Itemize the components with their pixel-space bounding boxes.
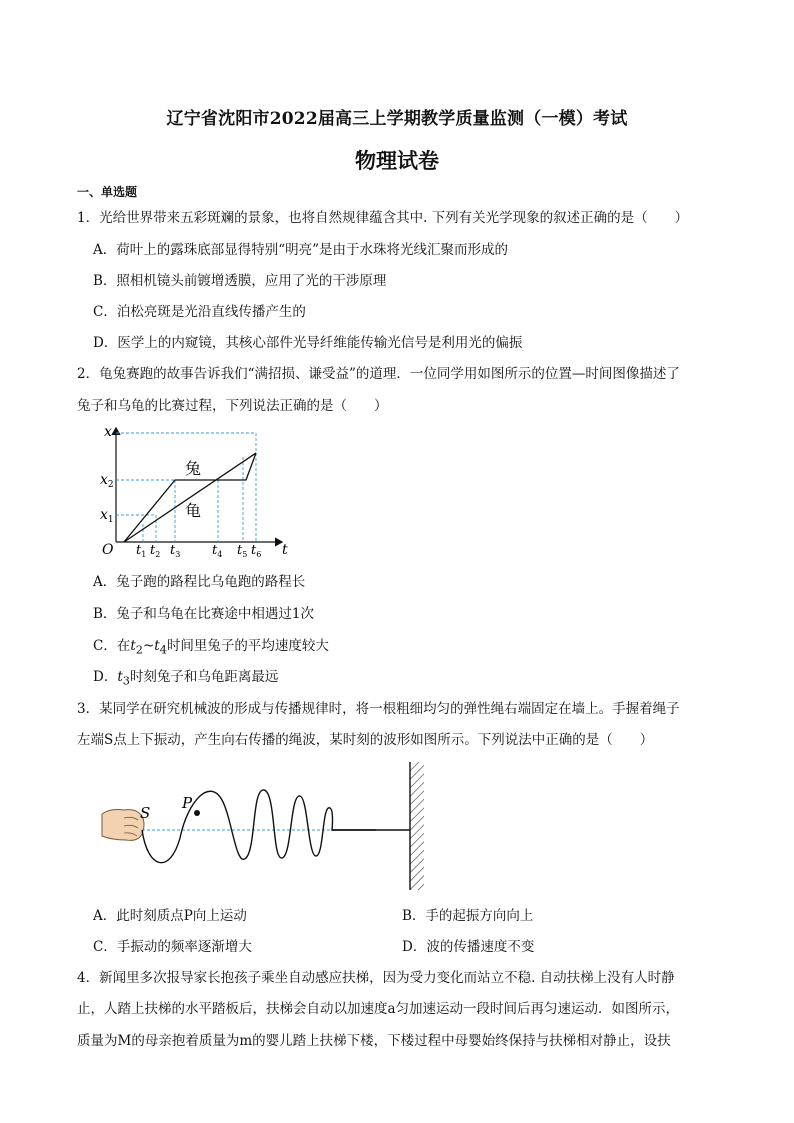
question-2-option-a: A．兔子跑的路程比乌龟跑的路程长 bbox=[93, 574, 306, 590]
question-3-stem-line-1: 3．某同学在研究机械波的形成与传播规律时，将一根粗细均匀的弹性绳右端固定在墙上。手握着绳子 bbox=[77, 701, 680, 717]
position-time-graph bbox=[96, 420, 296, 560]
paper-subtitle: 物理试卷 bbox=[355, 148, 439, 173]
page-title: 辽宁省沈阳市2022届高三上学期教学质量监测（一模）考试 bbox=[166, 109, 628, 129]
question-4-stem-line-3: 质量为M的母亲抱着质量为m的婴儿踏上扶梯下楼，下楼过程中母婴始终保持与扶梯相对静止，设扶 bbox=[77, 1033, 671, 1049]
question-3-option-a: A．此时刻质点P向上运动 bbox=[93, 908, 247, 924]
x-axis-label: t bbox=[282, 542, 288, 558]
question-3-option-d: D．波的传播速度不变 bbox=[402, 939, 535, 955]
question-3-option-c: C．手振动的频率逐渐增大 bbox=[93, 939, 252, 955]
hand-icon bbox=[102, 810, 144, 841]
tortoise-label: 龟 bbox=[185, 501, 202, 520]
tick-t6: $t_6$ bbox=[251, 543, 262, 559]
question-1-option-a: A．荷叶上的露珠底部显得特别“明亮”是由于水珠将光线汇聚而形成的 bbox=[93, 242, 509, 258]
question-1-option-d: D．医学上的内窥镜，其核心部件光导纤维能传输光信号是利用光的偏振 bbox=[93, 335, 523, 351]
question-1-option-b: B．照相机镜头前镀增透膜，应用了光的干涉原理 bbox=[93, 273, 387, 289]
wall bbox=[410, 762, 424, 890]
question-2-stem-line-1: 2．龟兔赛跑的故事告诉我们“满招损、谦受益”的道理．一位同学用如图所示的位置—时间图像描述了 bbox=[77, 366, 680, 382]
question-2-stem-line-2: 兔子和乌龟的比赛过程，下列说法正确的是（ ） bbox=[77, 398, 388, 414]
tick-x1: $x_1$ bbox=[100, 507, 114, 525]
tick-t5: $t_5$ bbox=[237, 543, 248, 559]
question-3-stem-line-2: 左端S点上下振动，产生向右传播的绳波，某时刻的波形如图所示。下列说法中正确的是（ ） bbox=[77, 732, 654, 748]
question-2-option-c: C．在$t_2\sim t_4$时间里兔子的平均速度较大 bbox=[93, 638, 329, 657]
origin-label: O bbox=[102, 542, 114, 558]
question-1-stem: 1．光给世界带来五彩斑斓的景象，也将自然规律蕴含其中. 下列有关光学现象的叙述正确的是（ ） bbox=[77, 210, 689, 226]
point-p-marker bbox=[194, 810, 200, 816]
section-heading: 一、单选题 bbox=[77, 185, 138, 199]
tick-t1: $t_1$ bbox=[136, 543, 147, 559]
point-s-label: S bbox=[140, 804, 151, 822]
rabbit-label: 兔 bbox=[185, 459, 202, 478]
tick-t3: $t_3$ bbox=[170, 543, 181, 559]
tick-x2: $x_2$ bbox=[100, 472, 114, 490]
question-2-option-b: B．兔子和乌龟在比赛途中相遇过1次 bbox=[93, 606, 315, 622]
question-1-option-c: C．泊松亮斑是光沿直线传播产生的 bbox=[93, 304, 306, 320]
point-p-label: P bbox=[182, 794, 193, 812]
rope-wave bbox=[142, 790, 376, 863]
question-3-option-b: B．手的起振方向向上 bbox=[402, 908, 534, 924]
y-axis-label: x bbox=[104, 424, 112, 440]
question-2-option-d: D．$t_3$时刻兔子和乌龟距离最远 bbox=[93, 669, 279, 688]
question-4-stem-line-2: 止，人踏上扶梯的水平踏板后，扶梯会自动以加速度a匀加速运动一段时间后再匀速运动．如图所示， bbox=[77, 1001, 680, 1017]
tick-t2: $t_2$ bbox=[150, 543, 161, 559]
question-4-stem-line-1: 4．新闻里多次报导家长抱孩子乘坐自动感应扶梯，因为受力变化而站立不稳. 自动扶梯上没有人时静 bbox=[77, 970, 675, 986]
tick-t4: $t_4$ bbox=[212, 543, 223, 559]
rope-wave-figure bbox=[100, 758, 440, 894]
